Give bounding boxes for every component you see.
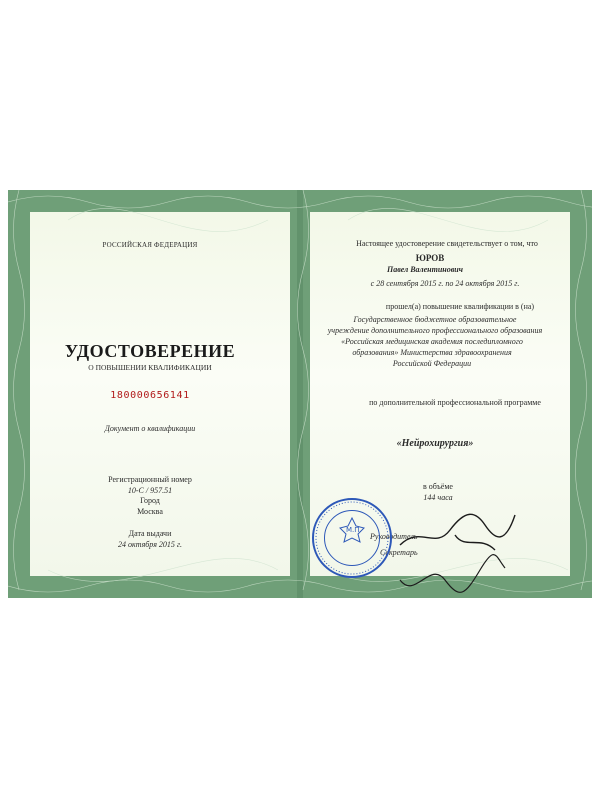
city-label: Город bbox=[140, 496, 160, 505]
head-signature-label: Руководитель bbox=[370, 532, 418, 541]
signature-secretary-icon bbox=[395, 540, 515, 610]
issue-date-label: Дата выдачи bbox=[128, 529, 172, 538]
document-type: Документ о квалификации bbox=[104, 424, 196, 433]
registration-number-label: Регистрационный номер bbox=[108, 475, 192, 484]
issue-date: 24 октября 2015 г. bbox=[118, 540, 182, 549]
country-label: РОССИЙСКАЯ ФЕДЕРАЦИЯ bbox=[102, 241, 198, 249]
program-intro: по дополнительной профессиональной программе bbox=[369, 398, 541, 407]
intro-text: Настоящее удостоверение свидетельствует о том, что bbox=[356, 239, 538, 248]
page-fold bbox=[297, 190, 303, 598]
volume-label: в объёме bbox=[423, 482, 453, 491]
recipient-name: Павел Валентинович bbox=[387, 265, 463, 274]
registration-number: 10-С / 957.51 bbox=[127, 486, 173, 495]
volume-value: 144 часа bbox=[423, 493, 453, 502]
passed-statement: прошел(а) повышение квалификации в (на) bbox=[385, 302, 535, 311]
city-value: Москва bbox=[137, 507, 163, 516]
organization-line-1: Государственное бюджетное образовательное bbox=[353, 315, 517, 324]
organization-line-2: учреждение дополнительного профессионального образования bbox=[327, 326, 543, 335]
training-period: с 28 сентября 2015 г. по 24 октября 2015 г. bbox=[370, 279, 520, 288]
official-seal bbox=[312, 498, 392, 578]
organization-line-3: «Российская медицинская академия последипломного bbox=[341, 337, 523, 346]
certificate-title: УДОСТОВЕРЕНИЕ bbox=[64, 341, 236, 361]
organization-line-5: Российской Федерации bbox=[392, 359, 472, 368]
seal-label: М.П. bbox=[346, 526, 362, 534]
certificate-number: 180000656141 bbox=[110, 390, 190, 401]
program-name: «Нейрохирургия» bbox=[396, 438, 474, 449]
seal-emblem-icon bbox=[312, 498, 392, 578]
secretary-signature-label: Секретарь bbox=[380, 548, 418, 557]
recipient-surname: ЮРОВ bbox=[415, 253, 445, 263]
organization-line-4: образования» Министерства здравоохранения bbox=[352, 348, 512, 357]
certificate-subtitle: О ПОВЫШЕНИИ КВАЛИФИКАЦИИ bbox=[88, 363, 212, 372]
